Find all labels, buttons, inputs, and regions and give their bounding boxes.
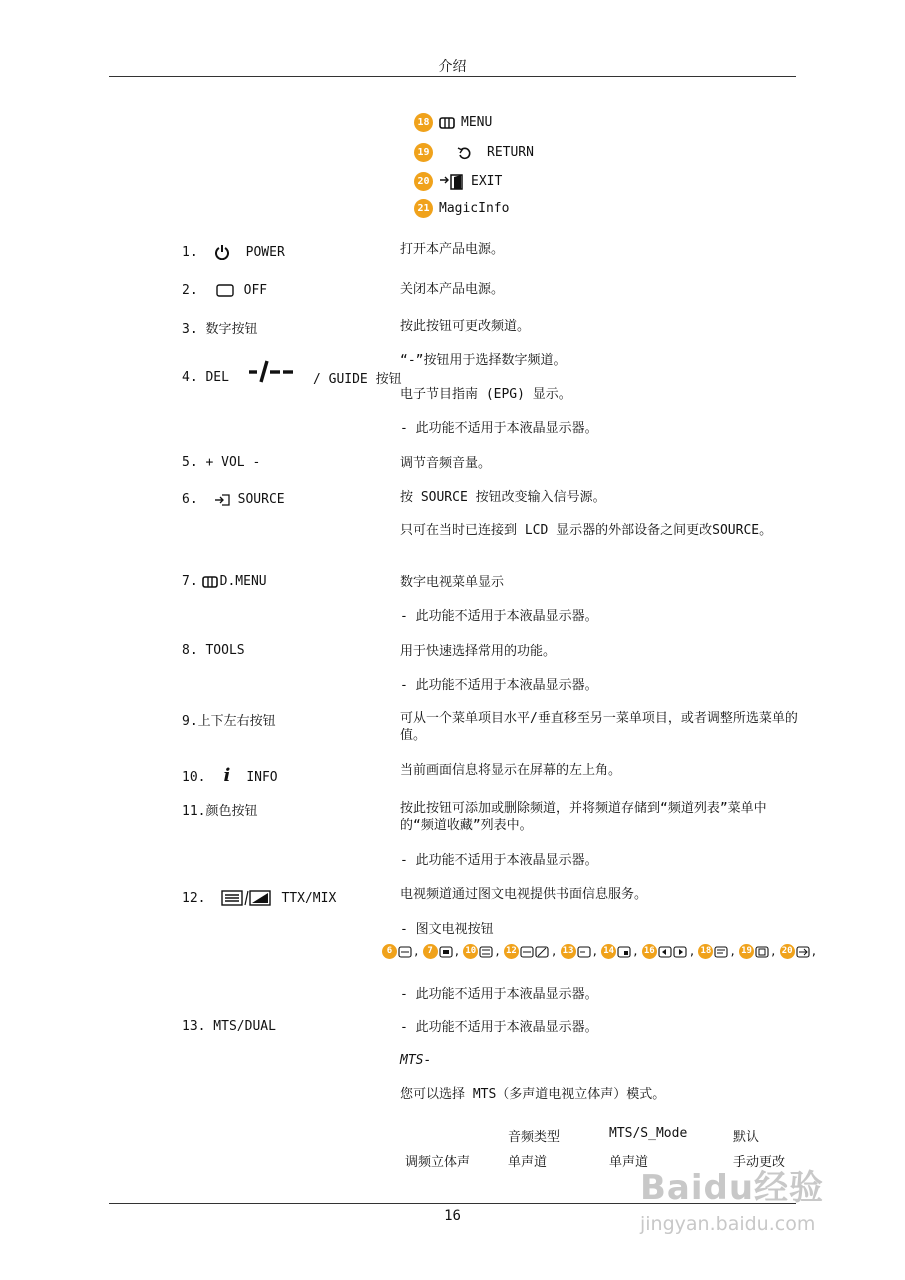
ttx-key-icon — [796, 946, 810, 958]
ttx-badge-18: 18 — [698, 944, 713, 959]
menu-icon — [439, 117, 455, 129]
ttx-key-icon — [617, 946, 631, 958]
dmenu-icon — [202, 576, 218, 588]
item-5-label: 5. + VOL - — [182, 455, 261, 470]
item-4-desc-2: 电子节目指南 (EPG) 显示。 — [400, 387, 572, 402]
item-11-desc-1: 按此按钮可添加或删除频道，并将频道存储到“频道列表”菜单中的“频道收藏”列表中。 — [400, 801, 767, 833]
key-magicinfo-label: MagicInfo — [439, 201, 510, 216]
ttx-badge-20: 20 — [780, 944, 795, 959]
item-7-label — [182, 574, 267, 589]
item-6-label — [182, 492, 285, 507]
ttx-button-row: 6 , 7 , 10 , 12 , 13 , 14 , 16 , 18 , 19 , 20 , — [382, 944, 817, 959]
watermark — [640, 1160, 824, 1235]
item-1-name: POWER — [245, 244, 285, 260]
item-4-label — [182, 368, 402, 387]
item-1-desc: 打开本产品电源。 — [400, 242, 505, 257]
ttx-badge-6: 6 — [382, 944, 397, 959]
item-10-name: INFO — [246, 770, 278, 785]
badge-18: 18 — [414, 113, 433, 132]
item-7-desc-1: 数字电视菜单显示 — [400, 575, 505, 590]
key-menu — [414, 113, 492, 132]
table-cell: 手动更改 — [733, 1155, 786, 1170]
ttx-key-icon — [714, 946, 728, 958]
item-6-desc-1: 按 SOURCE 按钮改变输入信号源。 — [400, 490, 606, 505]
item-2-label — [182, 283, 267, 298]
table-header-mode: MTS/S_Mode — [609, 1126, 688, 1141]
item-3-label: 3. 数字按钮 — [182, 322, 258, 337]
ttx-key-icon — [520, 946, 550, 958]
item-7-number: 7. — [182, 574, 198, 589]
item-6-desc-2: 只可在当时已连接到 LCD 显示器的外部设备之间更改SOURCE。 — [400, 523, 773, 538]
item-10-desc: 当前画面信息将显示在屏幕的左上角。 — [400, 763, 622, 778]
ttx-badge-14: 14 — [601, 944, 616, 959]
item-12-label — [182, 890, 336, 906]
table-row-label: 调频立体声 — [405, 1155, 471, 1170]
badge-20: 20 — [414, 172, 433, 191]
key-menu-label: MENU — [461, 115, 493, 130]
table-header-default: 默认 — [733, 1130, 760, 1145]
info-icon: i — [223, 765, 231, 786]
ttx-badge-16: 16 — [642, 944, 657, 959]
item-6-name: SOURCE — [237, 492, 285, 507]
page-number: 16 — [444, 1208, 461, 1224]
item-11-label: 11.颜色按钮 — [182, 804, 258, 819]
item-7-desc-2: - 此功能不适用于本液晶显示器。 — [400, 609, 598, 624]
watermark-brand: Baidu经验 — [640, 1168, 825, 1208]
ttx-badge-12: 12 — [504, 944, 519, 959]
item-12-desc-1: 电视频道通过图文电视提供书面信息服务。 — [400, 887, 648, 902]
off-icon — [216, 284, 234, 298]
ttx-key-icon — [398, 946, 412, 958]
item-13-desc-2: MTS- — [400, 1053, 432, 1068]
item-12-name: TTX/MIX — [281, 890, 337, 906]
key-return — [414, 143, 534, 162]
key-magicinfo — [414, 199, 509, 218]
item-4-name: / GUIDE 按钮 — [312, 372, 402, 387]
ttx-badge-7: 7 — [423, 944, 438, 959]
key-exit — [414, 172, 502, 191]
item-12-number: 12. — [182, 890, 206, 906]
item-11-desc-2: - 此功能不适用于本液晶显示器。 — [400, 853, 598, 868]
power-icon — [214, 244, 230, 260]
item-13-label: 13. MTS/DUAL — [182, 1019, 276, 1034]
ttx-key-icon — [658, 946, 688, 958]
ttx-badge-19: 19 — [739, 944, 754, 959]
item-3-desc: 按此按钮可更改频道。 — [400, 319, 531, 334]
ttx-key-icon — [755, 946, 769, 958]
ttx-mix-icon — [221, 890, 271, 906]
item-10-label — [182, 765, 278, 790]
ttx-key-icon — [439, 946, 453, 958]
dash-icon — [247, 358, 295, 384]
source-icon — [214, 494, 230, 506]
ttx-badge-10: 10 — [463, 944, 478, 959]
item-4-number: 4. DEL — [182, 370, 229, 385]
item-4-desc-1: “-”按钮用于选择数字频道。 — [400, 353, 567, 368]
exit-icon — [439, 174, 465, 190]
key-return-label: RETURN — [487, 145, 534, 160]
item-2-number: 2. — [182, 283, 198, 298]
table-header-audio-type: 音频类型 — [508, 1130, 561, 1145]
item-9-label: 9.上下左右按钮 — [182, 714, 276, 729]
table-cell: 单声道 — [508, 1155, 548, 1170]
badge-21: 21 — [414, 199, 433, 218]
item-1-label — [182, 244, 285, 260]
item-9-desc: 可从一个菜单项目水平/垂直移至另一菜单项目，或者调整所选菜单的值。 — [400, 711, 798, 743]
ttx-key-icon — [479, 946, 493, 958]
item-12-desc-2: - 图文电视按钮 — [400, 922, 494, 937]
item-2-desc: 关闭本产品电源。 — [400, 282, 505, 297]
item-12-desc-3: - 此功能不适用于本液晶显示器。 — [400, 987, 598, 1002]
item-13-desc-3: 您可以选择 MTS（多声道电视立体声）模式。 — [400, 1087, 666, 1102]
ttx-key-icon — [577, 946, 591, 958]
table-cell: 单声道 — [609, 1155, 649, 1170]
item-1-number: 1. — [182, 244, 198, 260]
ttx-badge-13: 13 — [561, 944, 576, 959]
item-2-name: OFF — [243, 283, 268, 298]
page-header: 介绍 — [438, 59, 467, 75]
item-6-number: 6. — [182, 492, 198, 507]
item-5-desc: 调节音频音量。 — [400, 456, 492, 471]
item-8-label: 8. TOOLS — [182, 643, 245, 658]
item-8-desc-2: - 此功能不适用于本液晶显示器。 — [400, 678, 598, 693]
item-13-desc-1: - 此功能不适用于本液晶显示器。 — [400, 1020, 598, 1035]
badge-19: 19 — [414, 143, 433, 162]
header-divider — [109, 76, 796, 77]
watermark-url: jingyan.baidu.com — [640, 1213, 816, 1235]
return-icon — [457, 146, 471, 160]
item-10-number: 10. — [182, 770, 206, 785]
item-8-desc-1: 用于快速选择常用的功能。 — [400, 644, 557, 659]
key-exit-label: EXIT — [471, 174, 503, 189]
item-4-desc-3: - 此功能不适用于本液晶显示器。 — [400, 421, 598, 436]
item-7-name: D.MENU — [219, 574, 267, 589]
